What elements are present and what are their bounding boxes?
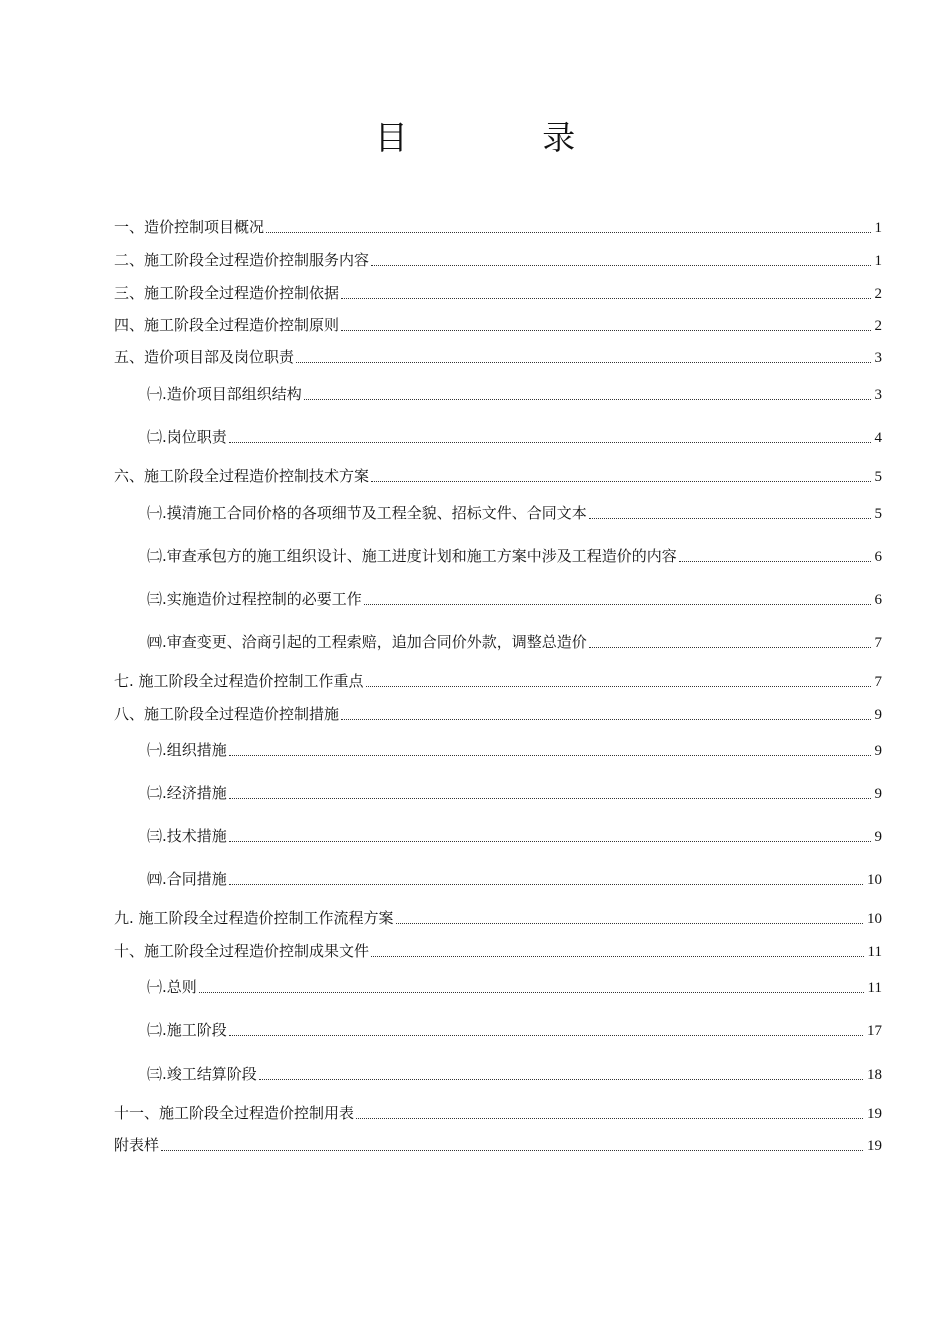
toc-entry-page: 9 [874,786,882,802]
toc-entry-page: 18 [867,1067,882,1083]
dot-leader [229,442,871,443]
toc-entry-page: 5 [874,506,882,522]
toc-entry-label: 一、造价控制项目概况 [114,218,265,236]
toc-entry-page: 19 [867,1138,882,1154]
toc-entry-label: 三、施工阶段全过程造价控制依据 [114,284,340,302]
toc-entry-page: 11 [867,980,882,996]
toc-entry-label: ㈠.造价项目部组织结构 [147,385,302,403]
dot-leader [679,561,871,562]
toc-entry[interactable] [114,908,882,929]
toc-entry-page: 10 [867,911,882,927]
toc-entry-label: 四、施工阶段全过程造价控制原则 [114,316,340,334]
toc-entry-page: 10 [867,872,882,888]
toc-entry-label: ㈣.审查变更、洽商引起的工程索赔，追加合同价外款，调整总造价 [147,633,587,651]
toc-entry-label: ㈡.施工阶段 [147,1021,227,1039]
toc-entry[interactable] [147,503,882,524]
toc-entry[interactable] [114,671,882,692]
toc-entry[interactable] [114,1103,882,1124]
toc-entry-page: 7 [874,674,882,690]
dot-leader [371,265,870,266]
dot-leader [371,956,864,957]
toc-entry[interactable] [114,217,882,238]
dot-leader [341,330,870,331]
toc-entry[interactable] [147,826,882,847]
toc-entry[interactable] [147,1020,882,1041]
toc-entry-page: 17 [867,1023,882,1039]
toc-entry[interactable] [114,315,882,336]
toc-entry-page: 2 [874,318,882,334]
toc-entry-page: 9 [874,829,882,845]
toc-entry-page: 19 [867,1106,882,1122]
toc-entry[interactable] [114,466,882,487]
dot-leader [229,884,863,885]
toc-entry-label: 九. 施工阶段全过程造价控制工作流程方案 [114,909,394,927]
toc-entry-page: 11 [867,944,882,960]
toc-title: 目 录 [374,118,638,157]
dot-leader [199,992,864,993]
toc-entry[interactable] [147,384,882,405]
toc-entry-label: 十、施工阶段全过程造价控制成果文件 [114,942,370,960]
toc-entry-label: 八、施工阶段全过程造价控制措施 [114,705,340,723]
toc-entry-page: 4 [874,430,882,446]
dot-leader [229,1035,863,1036]
toc-entry-page: 3 [874,387,882,403]
toc-entry-label: ㈠.组织措施 [147,741,227,759]
dot-leader [366,686,871,687]
dot-leader [266,232,870,233]
toc-entry-label: ㈢.技术措施 [147,827,227,845]
toc-entry-label: 六、施工阶段全过程造价控制技术方案 [114,467,370,485]
dot-leader [396,923,863,924]
dot-leader [229,755,871,756]
toc-entry[interactable] [147,546,882,567]
toc-entry-label: ㈠.总则 [147,978,197,996]
toc-entry-page: 7 [874,635,882,651]
toc-entry-label: 附表样 [114,1136,160,1154]
toc-entry[interactable] [147,589,882,610]
toc-entry[interactable] [114,941,882,962]
toc-entry[interactable] [147,1064,882,1085]
toc-entry-label: 二、施工阶段全过程造价控制服务内容 [114,251,370,269]
toc-entry-page: 9 [874,707,882,723]
toc-entry-label: ㈢.实施造价过程控制的必要工作 [147,590,362,608]
toc-entry-label: ㈢.竣工结算阶段 [147,1065,257,1083]
toc-entry[interactable] [114,1135,882,1156]
toc-entry-page: 5 [874,469,882,485]
toc-entry-page: 3 [874,350,882,366]
toc-entry[interactable] [147,427,882,448]
toc-entry-label: ㈡.岗位职责 [147,428,227,446]
toc-entry-page: 1 [874,253,882,269]
toc-entry-page: 6 [874,592,882,608]
dot-leader [589,518,871,519]
toc-entry-page: 2 [874,286,882,302]
dot-leader [229,841,871,842]
toc-entry-label: 五、造价项目部及岗位职责 [114,348,295,366]
toc-entry[interactable] [114,250,882,271]
dot-leader [296,362,870,363]
dot-leader [371,481,870,482]
toc-entry-label: 十一、施工阶段全过程造价控制用表 [114,1104,355,1122]
toc-entry[interactable] [147,632,882,653]
toc-entry-label: 七. 施工阶段全过程造价控制工作重点 [114,672,364,690]
toc-entry[interactable] [114,283,882,304]
toc-entry-page: 1 [874,220,882,236]
dot-leader [356,1118,863,1119]
toc-entry[interactable] [147,783,882,804]
dot-leader [364,604,871,605]
toc-entry[interactable] [114,704,882,725]
dot-leader [161,1150,863,1151]
toc-entry-label: ㈣.合同措施 [147,870,227,888]
toc-entry[interactable] [114,347,882,368]
toc-entry-label: ㈠.摸清施工合同价格的各项细节及工程全貌、招标文件、合同文本 [147,504,587,522]
dot-leader [341,298,870,299]
dot-leader [259,1079,863,1080]
toc-entry[interactable] [147,869,882,890]
toc-entry[interactable] [147,977,882,998]
toc-entry[interactable] [147,740,882,761]
dot-leader [229,798,871,799]
dot-leader [341,719,870,720]
toc-entry-page: 9 [874,743,882,759]
toc-entry-page: 6 [874,549,882,565]
toc-entry-label: ㈡.经济措施 [147,784,227,802]
dot-leader [304,399,871,400]
toc-entry-label: ㈡.审查承包方的施工组织设计、施工进度计划和施工方案中涉及工程造价的内容 [147,547,677,565]
dot-leader [589,647,871,648]
